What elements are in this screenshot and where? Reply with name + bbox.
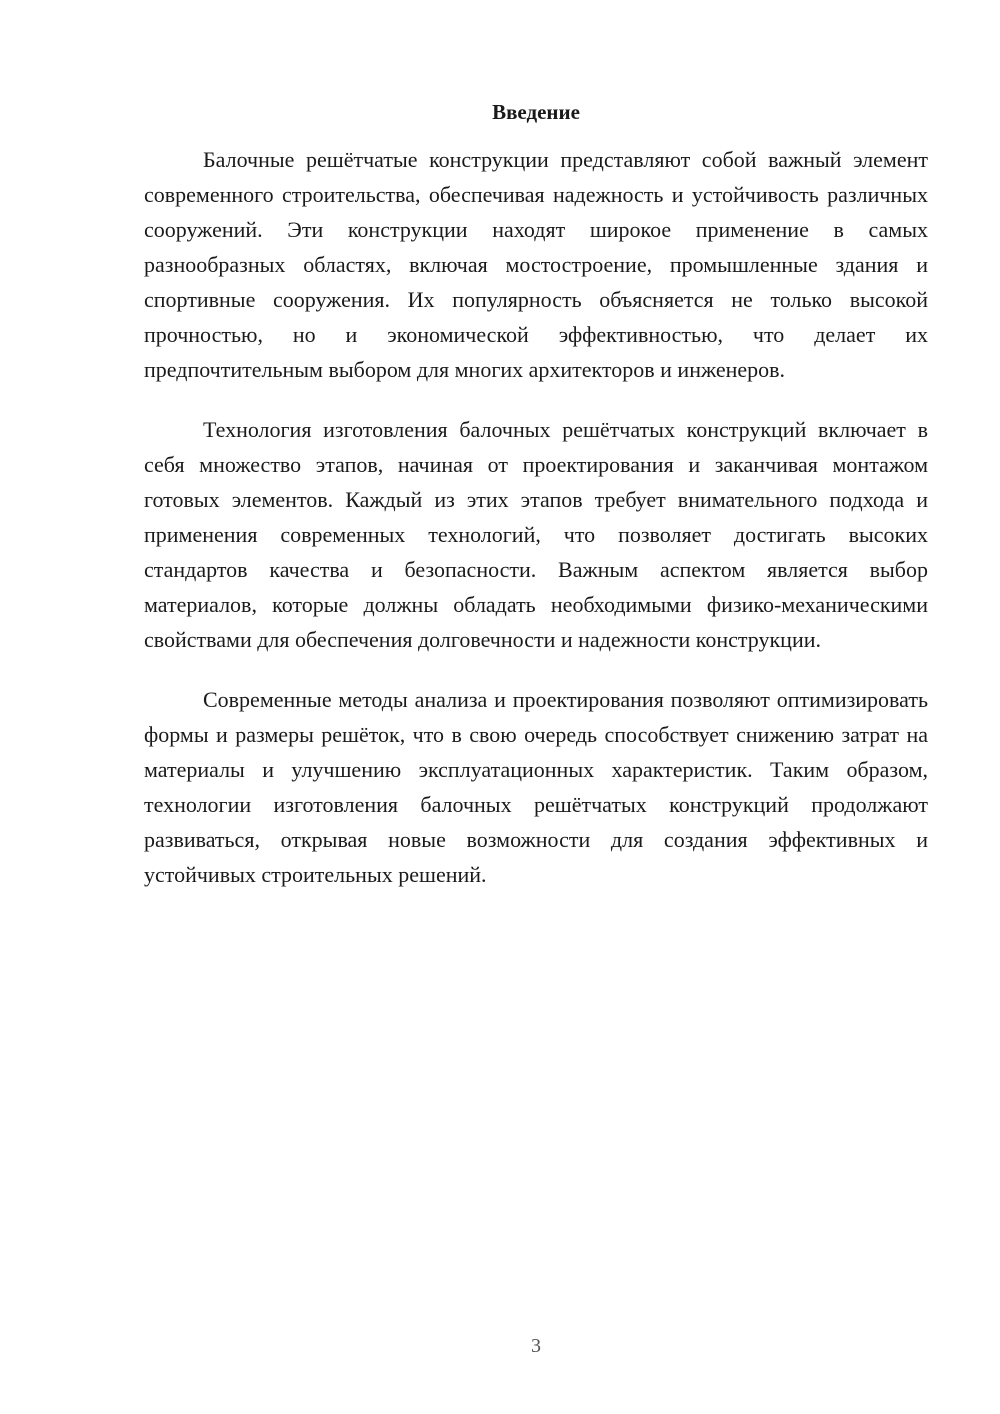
paragraph-1: Балочные решётчатые конструкции представляют собой важный элемент современного строительства, обеспечивая надежность и устойчивость различных сооружений. Эти конструкции находят широкое применение в самых разнообразных областях, включая мостостроение, промышленные здания и спортивные сооружения. Их популярность объясняется не только высокой прочностью, но и экономической эффективностью, что делает их предпочтительным выбором для многих архитекторов и инженеров. xyxy=(144,147,928,382)
page-title: Введение xyxy=(492,100,580,124)
paragraph-2: Технология изготовления балочных решётчатых конструкций включает в себя множество этапов, начиная от проектирования и заканчивая монтажом готовых элементов. Каждый из этих этапов требует внимательного подхода и применения современных технологий, что позволяет достигать высоких стандартов качества и безопасности. Важным аспектом является выбор материалов, которые должны обладать необходимыми физико-механическими свойствами для обеспечения долговечности и надежности конструкции. xyxy=(144,417,928,652)
page-number: 3 xyxy=(531,1335,541,1357)
body-text xyxy=(144,142,928,917)
paragraph-3: Современные методы анализа и проектирования позволяют оптимизировать формы и размеры решёток, что в свою очередь способствует снижению затрат на материалы и улучшению эксплуатационных характеристик. Таким образом, технологии изготовления балочных решётчатых конструкций продолжают развиваться, открывая новые возможности для создания эффективных и устойчивых строительных решений. xyxy=(144,687,928,887)
